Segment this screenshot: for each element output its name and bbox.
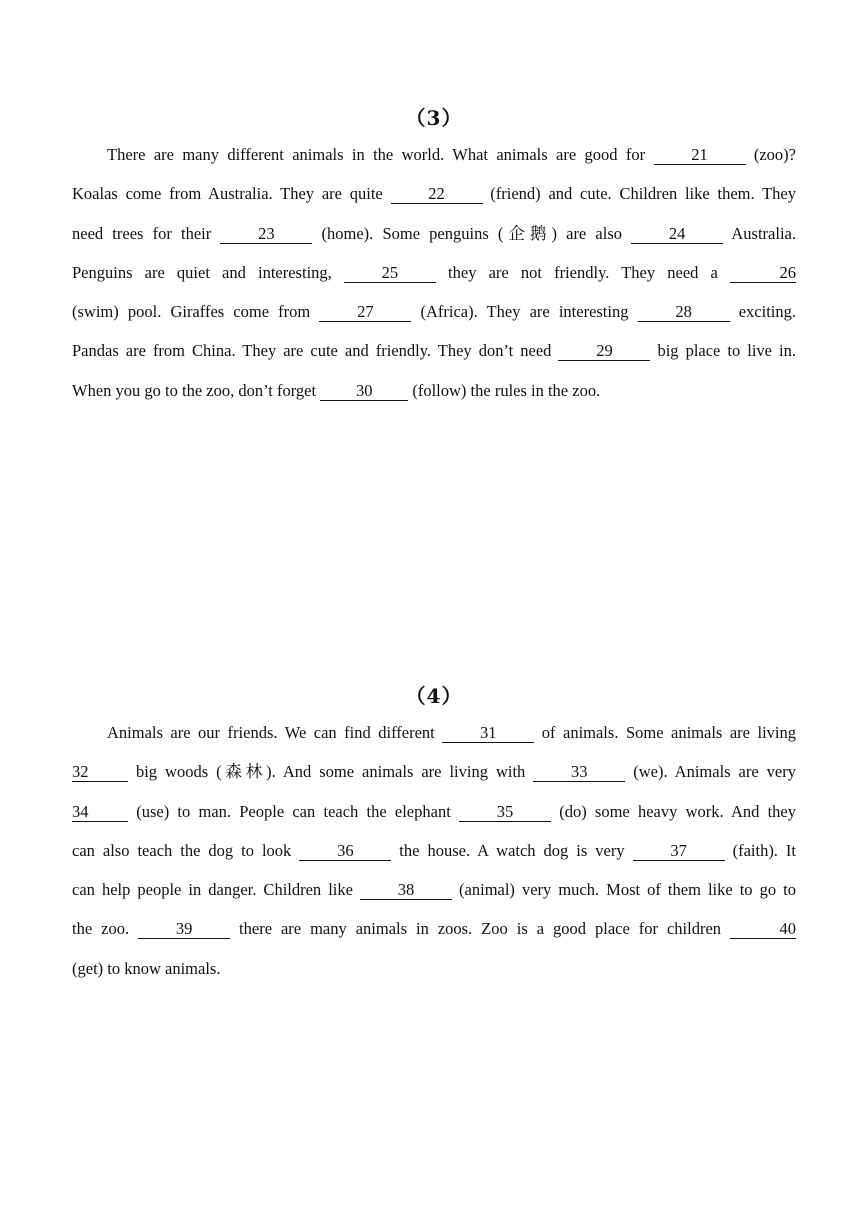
text-run: Penguins are quiet and interesting, — [72, 262, 344, 282]
blank-26: 26 — [730, 264, 796, 283]
text-run: (use) to man. People can teach the elephant — [128, 801, 459, 821]
text-run: Animals are our friends. We can find different — [107, 723, 443, 742]
blank-31: 31 — [442, 724, 534, 743]
text-run: (friend) and cute. Children like them. They — [482, 184, 796, 204]
text-run: (zoo)? — [745, 145, 796, 164]
passage-line — [72, 723, 796, 743]
text-run: (swim) pool. Giraffes come from — [72, 302, 320, 322]
text-run: the zoo. — [72, 919, 139, 939]
text-run: (we). Animals are very — [625, 762, 796, 782]
passage-line — [72, 224, 796, 244]
blank-32: 32 — [72, 763, 128, 782]
passage-line — [72, 184, 796, 204]
passage-4-heading: （4） — [405, 684, 463, 708]
blank-30: 30 — [320, 382, 408, 401]
text-run: there are many animals in zoos. Zoo is a good place for children — [230, 919, 731, 939]
text-run: (get) to know animals. — [72, 958, 221, 978]
passage-line — [72, 145, 796, 165]
passage-line — [72, 341, 796, 361]
passage-line — [72, 880, 796, 900]
text-run: (faith). It — [724, 840, 797, 860]
passage-line — [72, 841, 796, 861]
text-run: Pandas are from China. They are cute and friendly. They don’t need — [72, 341, 559, 361]
blank-23: 23 — [220, 225, 312, 244]
blank-25: 25 — [344, 264, 436, 283]
blank-35: 35 — [459, 803, 551, 822]
text-run: can help people in danger. Children like — [72, 880, 360, 900]
blank-33: 33 — [533, 763, 625, 782]
passage-3 — [72, 103, 796, 420]
blank-34: 34 — [72, 803, 128, 822]
text-run: of animals. Some animals are living — [534, 723, 796, 742]
blank-28: 28 — [638, 303, 730, 322]
text-run: (follow) the rules in the zoo. — [408, 380, 601, 400]
text-run: (do) some heavy work. And they — [551, 801, 796, 821]
passage-line — [72, 802, 796, 822]
text-run: Australia. — [723, 223, 796, 243]
blank-21: 21 — [654, 146, 746, 165]
text-run: the house. A watch dog is very — [391, 840, 633, 860]
passage-line — [72, 762, 796, 782]
passage-line — [72, 959, 796, 979]
blank-36: 36 — [299, 842, 391, 861]
text-run: Koalas come from Australia. They are quite — [72, 184, 391, 204]
text-run: (home). Some penguins (企鹅) are also — [312, 223, 632, 243]
text-run: big place to live in. — [650, 341, 796, 361]
text-run: exciting. — [729, 302, 797, 322]
text-run: When you go to the zoo, don’t forget — [72, 380, 321, 400]
blank-39: 39 — [138, 920, 230, 939]
text-run: There are many different animals in the world. What animals are good for — [107, 145, 654, 164]
passage-line — [72, 302, 796, 322]
blank-22: 22 — [391, 185, 483, 204]
blank-24: 24 — [631, 225, 723, 244]
text-run: they are not friendly. They need a — [435, 262, 730, 282]
passage-line — [72, 381, 796, 401]
blank-29: 29 — [558, 342, 650, 361]
blank-38: 38 — [360, 881, 452, 900]
passage-3-heading: （3） — [405, 106, 463, 130]
text-run: can also teach the dog to look — [72, 840, 300, 860]
passage-4 — [72, 681, 796, 998]
text-run: (animal) very much. Most of them like to go to — [452, 880, 796, 900]
text-run: (Africa). They are interesting — [411, 302, 638, 322]
text-run: big woods (森林). And some animals are living with — [128, 762, 534, 782]
blank-27: 27 — [319, 303, 411, 322]
passage-line — [72, 919, 796, 939]
passage-line — [72, 263, 796, 283]
text-run: need trees for their — [72, 223, 221, 243]
blank-40: 40 — [730, 920, 796, 939]
blank-37: 37 — [633, 842, 725, 861]
